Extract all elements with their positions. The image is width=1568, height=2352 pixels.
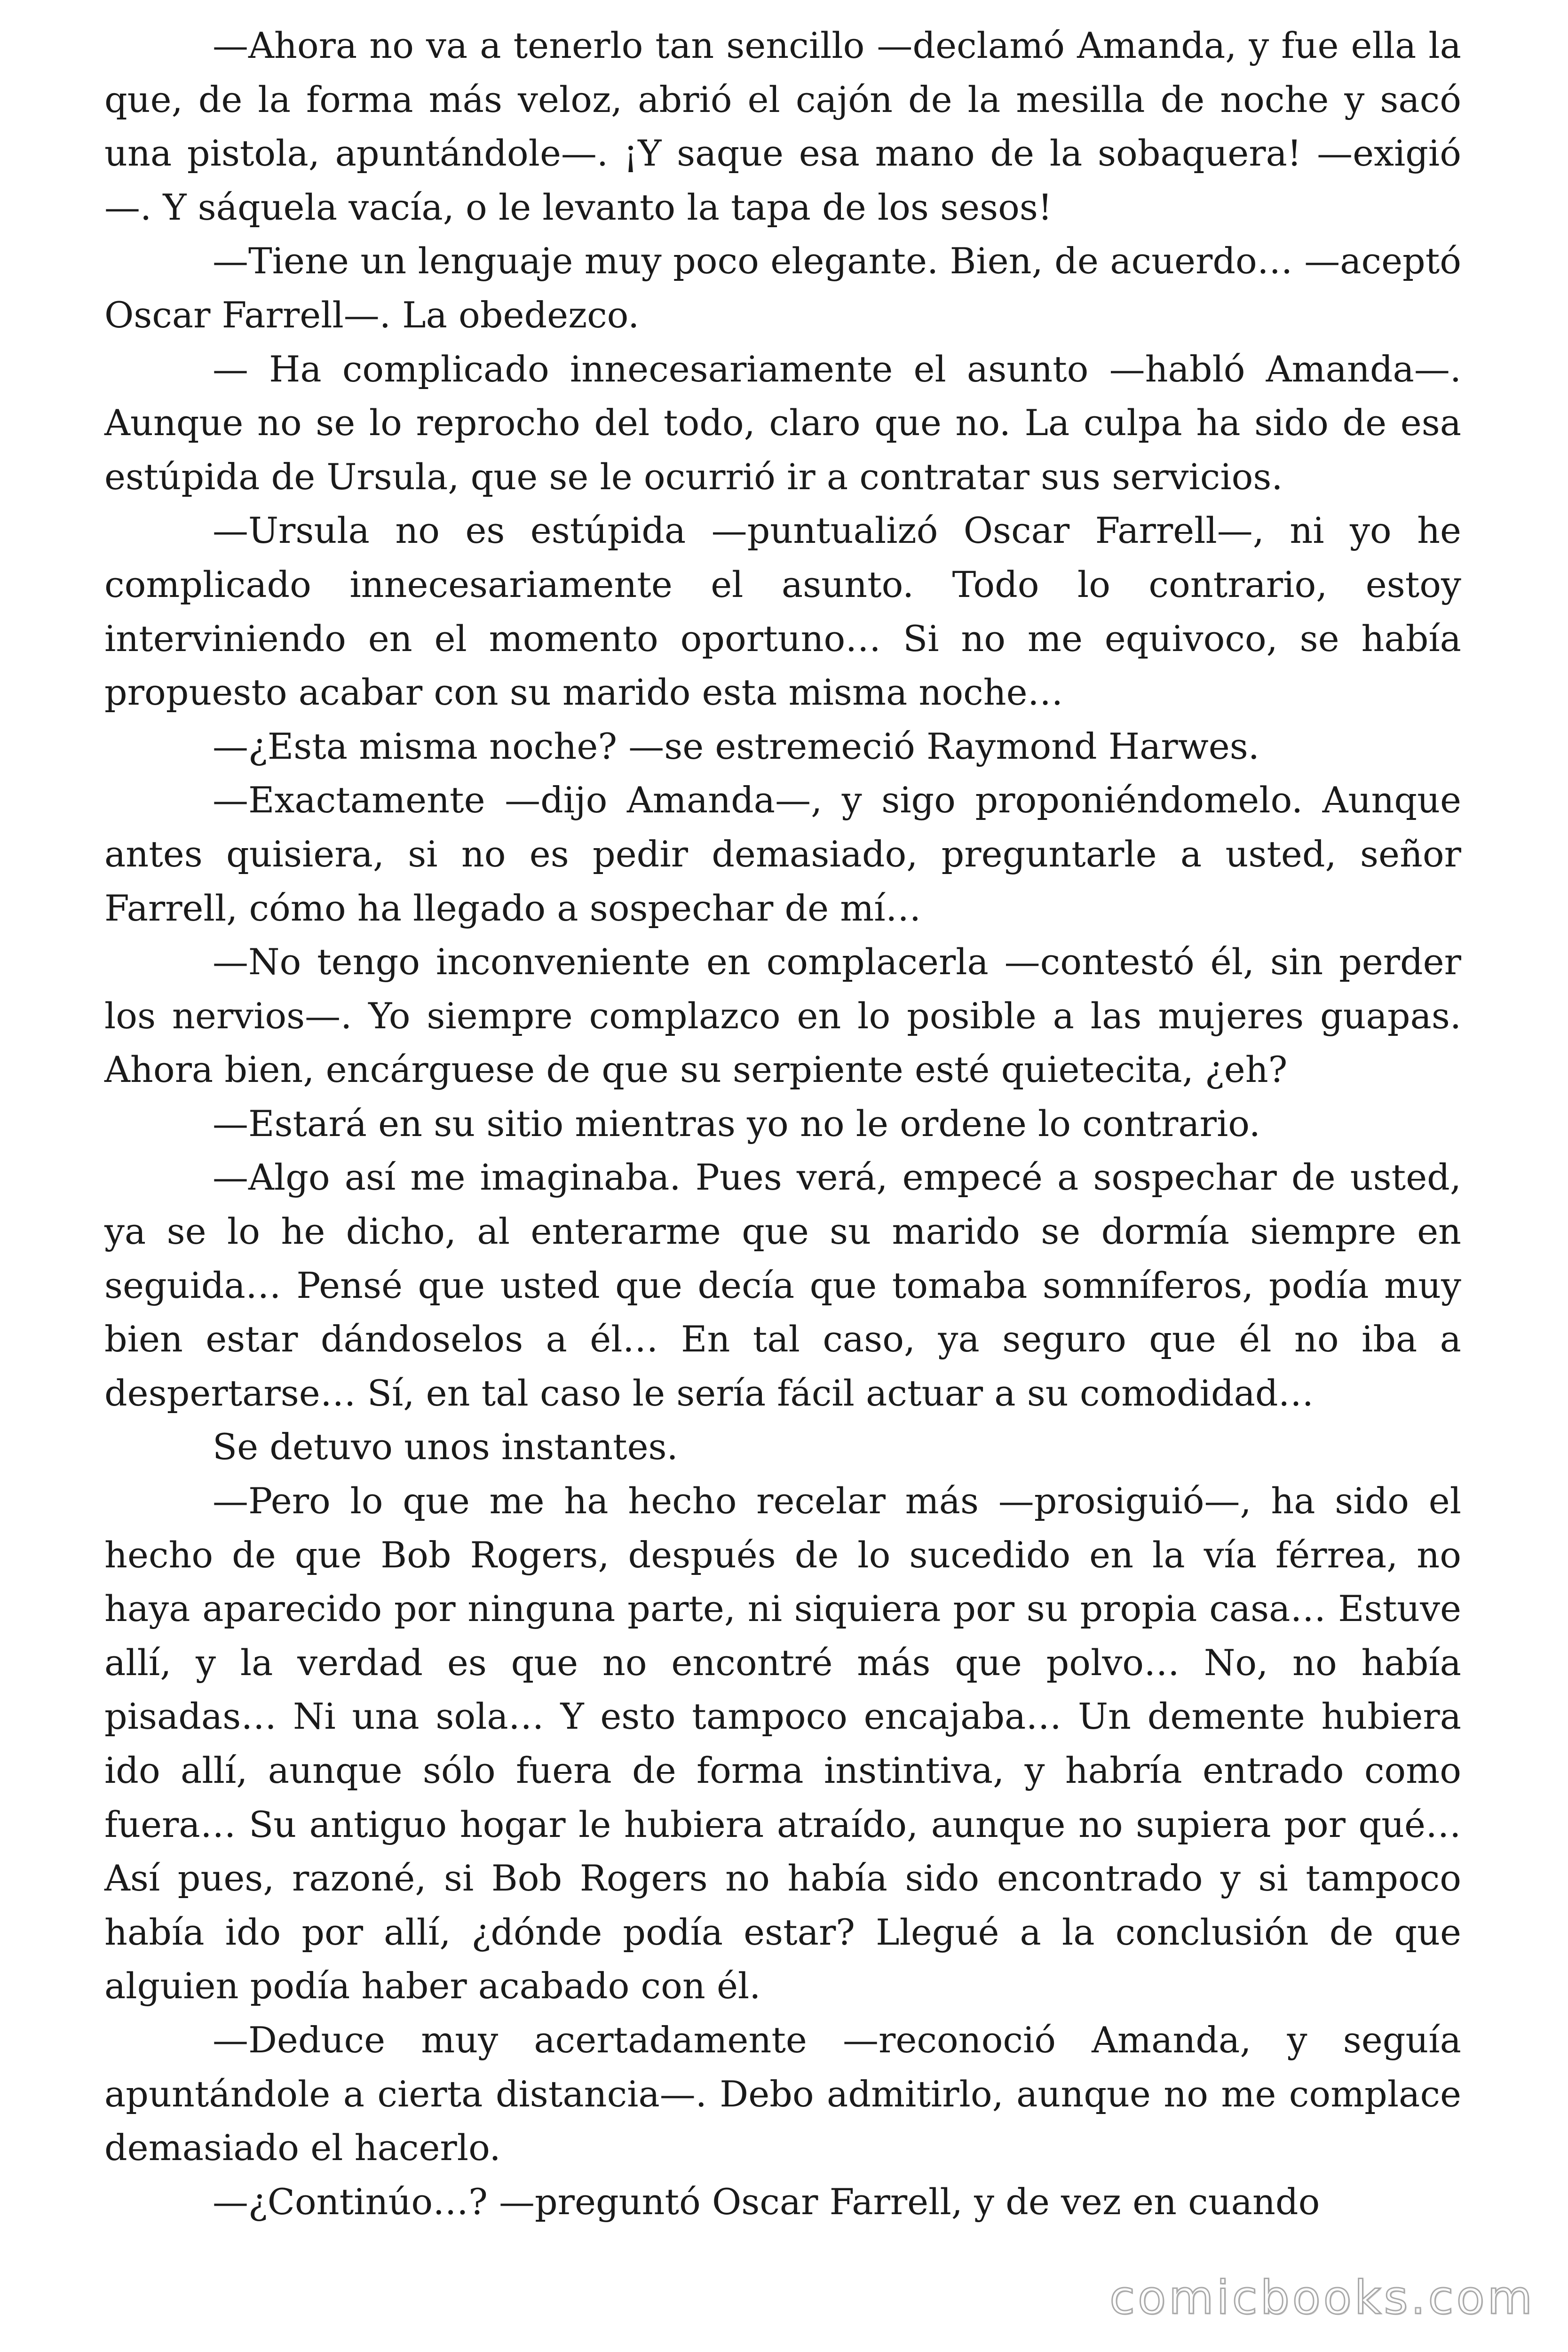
paragraph-7: —No tengo inconveniente en complacerla —contestó él, sin perder los nervios—. Yo siempre complazco en lo posible a las mujeres guapas. Ahora bien, encárguese de que su serpiente esté quietecita, ¿eh? xyxy=(104,941,1461,1091)
paragraph-4: —Ursula no es estúpida —puntualizó Oscar Farrell—, ni yo he complicado innecesariamente el asunto. Todo lo contrario, estoy interviniendo en el momento oportuno… Si no me equivoco, se había propuesto acabar con su marido esta misma noche… xyxy=(104,509,1461,714)
paragraph-8: —Estará en su sitio mientras yo no le ordene lo contrario. xyxy=(213,1102,1260,1144)
paragraph-5: —¿Esta misma noche? —se estremeció Raymond Harwes. xyxy=(213,725,1259,767)
watermark: comicbooks.com xyxy=(1109,2271,1535,2325)
body-text xyxy=(104,19,1461,2229)
paragraph-13: —¿Continúo…? —preguntó Oscar Farrell, y de vez en cuando xyxy=(213,2180,1320,2223)
paragraph-9: —Algo así me imaginaba. Pues verá, empecé a sospechar de usted, ya se lo he dicho, al enterarme que su marido se dormía siempre en seguida… Pensé que usted que decía que tomaba somníferos, podía muy bien estar dándoselos a él… En tal caso, ya seguro que él no iba a despertarse… Sí, en tal caso le sería fácil actuar a su comodidad… xyxy=(104,1156,1461,1414)
paragraph-10: Se detuvo unos instantes. xyxy=(213,1426,678,1468)
paragraph-2: —Tiene un lenguaje muy poco elegante. Bien, de acuerdo… —aceptó Oscar Farrell—. La obedezco. xyxy=(104,240,1461,336)
paragraph-12: —Deduce muy acertadamente —reconoció Amanda, y seguía apuntándole a cierta distancia—. Debo admitirlo, aunque no me complace demasiado el hacerlo. xyxy=(104,2018,1461,2169)
paragraph-6: —Exactamente —dijo Amanda—, y sigo proponiéndomelo. Aunque antes quisiera, si no es pedir demasiado, preguntarle a usted, señor Farrell, cómo ha llegado a sospechar de mí… xyxy=(104,779,1461,929)
paragraph-11: —Pero lo que me ha hecho recelar más —prosiguió—, ha sido el hecho de que Bob Rogers, después de lo sucedido en la vía férrea, no haya aparecido por ninguna parte, ni siquiera por su propia casa… Estuve allí, y la verdad es que no encontré más que polvo… No, no había pisadas… Ni una sola… Y esto tampoco encajaba… Un demente hubiera ido allí, aunque sólo fuera de forma instintiva, y habría entrado como fuera… Su antiguo hogar le hubiera atraído, aunque no supiera por qué… Así pues, razoné, si Bob Rogers no había sido encontrado y si tampoco había ido por allí, ¿dónde podía estar? Llegué a la conclusión de que alguien podía haber acabado con él. xyxy=(104,1480,1461,2007)
paragraph-1: —Ahora no va a tenerlo tan sencillo —declamó Amanda, y fue ella la que, de la forma más veloz, abrió el cajón de la mesilla de noche y sacó una pistola, apuntándole—. ¡Y saque esa mano de la sobaquera! —exigió—. Y sáquela vacía, o le levanto la tapa de los sesos! xyxy=(104,24,1461,228)
paragraph-3: — Ha complicado innecesariamente el asunto —habló Amanda—. Aunque no se lo reprocho del todo, claro que no. La culpa ha sido de esa estúpida de Ursula, que se le ocurrió ir a contratar sus servicios. xyxy=(104,348,1461,498)
